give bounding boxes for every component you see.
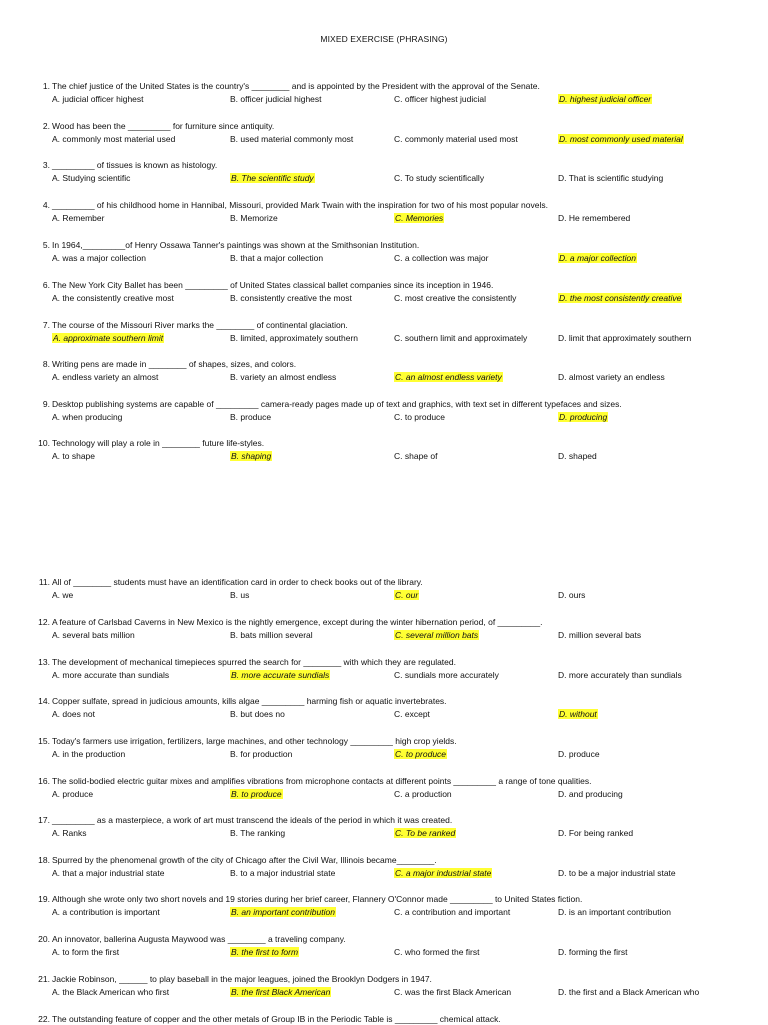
question-number: 9. (42, 399, 50, 409)
answer-option-label: A. we (52, 590, 74, 600)
answer-option (230, 867, 335, 879)
answer-option (558, 332, 691, 344)
answer-option (52, 827, 87, 839)
answer-option-label: B. The ranking (230, 828, 286, 838)
answer-option-label: A. several bats million (52, 630, 135, 640)
answer-option-label: C. To be ranked (395, 828, 456, 838)
question-stem: Writing pens are made in ________ of shapes, sizes, and colors. (52, 359, 297, 369)
answer-option-label: C. most creative the consistently (394, 293, 517, 303)
question-stem: A feature of Carlsbad Caverns in New Mexico is the nightly emergence, except during the winter hibernation period, of _________. (52, 617, 543, 627)
answer-option (558, 748, 600, 760)
answer-option-correct (558, 133, 684, 145)
page-title: MIXED EXERCISE (PHRASING) (320, 34, 448, 44)
answer-option-label: A. in the production (52, 749, 126, 759)
answer-option-label: C. sundials more accurately (394, 670, 499, 680)
answer-option-label: C. to produce (395, 749, 447, 759)
question-number: 5. (42, 240, 50, 250)
answer-option-label: B. that a major collection (230, 253, 324, 263)
answer-option-label: A. Studying scientific (52, 173, 131, 183)
question-number: 3. (42, 160, 50, 170)
answer-option (52, 172, 130, 184)
answer-option-label: D. almost variety an endless (558, 372, 665, 382)
answer-option-label: A. Ranks (52, 828, 87, 838)
answer-option (230, 93, 322, 105)
answer-option (394, 986, 511, 998)
question-number: 21. (38, 974, 50, 984)
answer-option-label: D. ours (558, 590, 586, 600)
answer-option (52, 867, 164, 879)
answer-option-label: C. was the first Black American (394, 987, 512, 997)
answer-option (52, 133, 175, 145)
answer-option-label: C. To study scientifically (394, 173, 485, 183)
question-number: 20. (38, 934, 50, 944)
answer-option (558, 986, 699, 998)
answer-option-label: C. an almost endless variety (395, 372, 502, 382)
question-stem: Technology will play a role in ________ future life-styles. (52, 438, 265, 448)
answer-option (558, 589, 585, 601)
question-stem: Wood has been the _________ for furniture since antiquity. (52, 121, 275, 131)
answer-option-label: D. limit that approximately southern (558, 333, 692, 343)
answer-option (230, 748, 292, 760)
answer-option-label: C. southern limit and approximately (394, 333, 528, 343)
answer-option-label: C. our (395, 590, 419, 600)
answer-option-label: B. officer judicial highest (230, 94, 322, 104)
answer-option-label: C. a major industrial state (395, 868, 492, 878)
answer-option (230, 292, 352, 304)
question-number: 14. (38, 696, 50, 706)
answer-option-label: D. produce (558, 749, 600, 759)
answer-option-label: D. He remembered (558, 213, 631, 223)
answer-option-correct (230, 172, 315, 184)
question-number: 4. (42, 200, 50, 210)
answer-option-label: B. bats million several (230, 630, 313, 640)
question-number: 16. (38, 776, 50, 786)
answer-option-label: C. a collection was major (394, 253, 489, 263)
question-number: 7. (42, 320, 50, 330)
answer-option (394, 906, 510, 918)
answer-option (52, 212, 104, 224)
answer-option (558, 788, 623, 800)
answer-option-label: B. produce (230, 412, 272, 422)
answer-option (230, 252, 323, 264)
answer-option-label: A. a contribution is important (52, 907, 160, 917)
answer-option-label: A. endless variety an almost (52, 372, 159, 382)
question-stem: The development of mechanical timepieces spurred the search for ________ with which they are regulated. (52, 657, 456, 667)
answer-option (558, 827, 633, 839)
answer-option (394, 788, 452, 800)
answer-option-label: B. The scientific study (231, 173, 314, 183)
answer-option (52, 669, 169, 681)
answer-option-label: A. more accurate than sundials (52, 670, 170, 680)
answer-option (558, 629, 641, 641)
question-stem: Copper sulfate, spread in judicious amounts, kills algae _________ harming fish or aquatic invertebrates. (52, 696, 447, 706)
answer-option (394, 252, 488, 264)
answer-option-correct (230, 788, 283, 800)
answer-option (230, 589, 249, 601)
answer-option-correct (394, 867, 492, 879)
answer-option-label: A. was a major collection (52, 253, 147, 263)
answer-option-correct (558, 252, 637, 264)
answer-option (52, 708, 95, 720)
answer-option (558, 450, 597, 462)
answer-option-correct (558, 93, 652, 105)
answer-option-label: B. to produce (231, 789, 282, 799)
answer-option (52, 589, 73, 601)
answer-option-label: B. more accurate sundials (231, 670, 330, 680)
question-stem: The course of the Missouri River marks the ________ of continental glaciation. (52, 320, 348, 330)
answer-option (394, 708, 430, 720)
answer-option (52, 292, 174, 304)
question-number: 13. (38, 657, 50, 667)
question-number: 10. (38, 438, 50, 448)
answer-option-correct (394, 748, 447, 760)
question-stem: Although she wrote only two short novels and 19 stories during her brief career, Flannery O'Connor made _________ to United States fiction. (52, 894, 583, 904)
answer-option-label: A. Remember (52, 213, 105, 223)
answer-option-label: C. a production (394, 789, 452, 799)
answer-option-label: C. who formed the first (394, 947, 480, 957)
answer-option-label: A. to form the first (52, 947, 120, 957)
answer-option (558, 371, 665, 383)
answer-option (558, 172, 663, 184)
answer-option-correct (230, 669, 330, 681)
question-number: 1. (42, 81, 50, 91)
answer-option (52, 93, 144, 105)
question-stem: The New York City Ballet has been _________ of United States classical ballet companies since its inception in 1946. (52, 280, 494, 290)
answer-option (52, 450, 95, 462)
answer-option (558, 669, 682, 681)
answer-option-label: B. the first Black American (231, 987, 331, 997)
question-stem: In 1964,_________of Henry Ossawa Tanner's paintings was shown at the Smithsonian Institution. (52, 240, 420, 250)
answer-option-label: B. us (230, 590, 250, 600)
answer-option-label: C. several million bats (395, 630, 479, 640)
answer-option (394, 669, 499, 681)
answer-option-label: D. more accurately than sundials (558, 670, 682, 680)
answer-option-label: A. commonly most material used (52, 134, 176, 144)
answer-option-label: D. For being ranked (558, 828, 634, 838)
answer-option-label: B. but does no (230, 709, 285, 719)
answer-option-label: D. That is scientific studying (558, 173, 664, 183)
answer-option-label: C. except (394, 709, 430, 719)
answer-option-label: D. forming the first (558, 947, 628, 957)
answer-option-label: B. an important contribution (231, 907, 335, 917)
answer-option (558, 867, 676, 879)
question-stem: The chief justice of the United States is the country's ________ and is appointed by the President with the approval of the Senate. (52, 81, 540, 91)
answer-option-correct (558, 411, 608, 423)
answer-option (52, 629, 135, 641)
answer-option-label: C. officer highest judicial (394, 94, 486, 104)
answer-option-label: B. shaping (231, 451, 272, 461)
answer-option-correct (558, 708, 598, 720)
answer-option-label: D. shaped (558, 451, 597, 461)
question-number: 22. (38, 1014, 50, 1024)
question-number: 2. (42, 121, 50, 131)
answer-option (394, 332, 527, 344)
answer-option-correct (230, 906, 336, 918)
answer-option (394, 133, 518, 145)
question-stem: Desktop publishing systems are capable of _________ camera-ready pages made up of text and graphics, with text set in different typefaces and sizes. (52, 399, 622, 409)
answer-option-correct (230, 986, 331, 998)
question-stem: Spurred by the phenomenal growth of the city of Chicago after the Civil War, Illinois became________. (52, 855, 437, 865)
answer-option-label: B. Memorize (230, 213, 278, 223)
answer-option (52, 788, 93, 800)
answer-option-label: B. for production (230, 749, 293, 759)
answer-option-label: D. million several bats (558, 630, 642, 640)
answer-option (52, 748, 125, 760)
answer-option (394, 172, 484, 184)
question-number: 19. (38, 894, 50, 904)
answer-option-correct (558, 292, 682, 304)
answer-option (52, 252, 146, 264)
question-number: 6. (42, 280, 50, 290)
answer-option (394, 450, 437, 462)
answer-option-label: D. most commonly used material (559, 134, 683, 144)
answer-option-label: A. does not (52, 709, 96, 719)
answer-option-label: D. is an important contribution (558, 907, 671, 917)
answer-option (394, 292, 516, 304)
answer-option-label: C. to produce (394, 412, 446, 422)
answer-option-correct (52, 332, 164, 344)
answer-option-label: B. the first to form (231, 947, 299, 957)
answer-option-label: D. to be a major industrial state (558, 868, 676, 878)
question-number: 12. (38, 617, 50, 627)
answer-option (558, 906, 671, 918)
answer-option (394, 93, 486, 105)
answer-option-label: D. the most consistently creative (559, 293, 682, 303)
answer-option-label: C. a contribution and important (394, 907, 511, 917)
answer-option-correct (394, 827, 456, 839)
question-stem: Jackie Robinson, ______ to play baseball in the major leagues, joined the Brooklyn Dodgers in 1947. (52, 974, 432, 984)
answer-option-correct (394, 629, 479, 641)
answer-option-label: D. a major collection (559, 253, 637, 263)
question-number: 18. (38, 855, 50, 865)
answer-option-label: A. judicial officer highest (52, 94, 144, 104)
answer-option-correct (230, 450, 272, 462)
answer-option (52, 411, 122, 423)
question-stem: All of ________ students must have an identification card in order to check books out of the library. (52, 577, 423, 587)
answer-option-correct (230, 946, 299, 958)
answer-option (230, 411, 271, 423)
answer-option (230, 212, 278, 224)
answer-option-correct (394, 589, 419, 601)
answer-option (394, 946, 480, 958)
answer-option (52, 986, 169, 998)
answer-option (52, 946, 119, 958)
answer-option-label: C. Memories (395, 213, 444, 223)
question-stem: The outstanding feature of copper and the other metals of Group IB in the Periodic Table is _________ chemical attack. (52, 1014, 501, 1024)
answer-option (558, 946, 627, 958)
answer-option (230, 629, 313, 641)
answer-option (394, 411, 445, 423)
answer-option-label: D. without (559, 709, 597, 719)
answer-option-label: D. highest judicial officer (559, 94, 652, 104)
question-stem: _________ as a masterpiece, a work of art must transcend the ideals of the period in which it was created. (52, 815, 453, 825)
answer-option (230, 827, 285, 839)
question-stem: An innovator, ballerina Augusta Maywood was ________ a traveling company. (52, 934, 346, 944)
answer-option-label: A. that a major industrial state (52, 868, 165, 878)
question-number: 15. (38, 736, 50, 746)
answer-option-label: B. variety an almost endless (230, 372, 337, 382)
answer-option-label: B. limited, approximately southern (230, 333, 359, 343)
question-stem: _________ of tissues is known as histology. (52, 160, 218, 170)
answer-option-correct (394, 371, 503, 383)
answer-option-label: B. to a major industrial state (230, 868, 336, 878)
question-stem: The solid-bodied electric guitar mixes and amplifies vibrations from microphone contacts at different points _________ a range of tone qualities. (52, 776, 592, 786)
answer-option-label: D. and producing (558, 789, 623, 799)
answer-option-label: A. approximate southern limit (53, 333, 164, 343)
answer-option (230, 371, 336, 383)
answer-option (230, 332, 358, 344)
answer-option-label: A. to shape (52, 451, 96, 461)
answer-option (52, 371, 158, 383)
answer-option-label: A. the Black American who first (52, 987, 170, 997)
answer-option-label: D. the first and a Black American who (558, 987, 700, 997)
answer-option (230, 133, 353, 145)
answer-option (230, 708, 285, 720)
answer-option (52, 906, 160, 918)
question-number: 11. (38, 577, 50, 587)
answer-option-label: B. consistently creative the most (230, 293, 352, 303)
answer-option (558, 212, 630, 224)
answer-option-label: B. used material commonly most (230, 134, 354, 144)
question-number: 17. (38, 815, 50, 825)
answer-option-correct (394, 212, 444, 224)
answer-option-label: A. produce (52, 789, 94, 799)
question-number: 8. (42, 359, 50, 369)
question-stem: Today's farmers use irrigation, fertilizers, large machines, and other technology _________ high crop yields. (52, 736, 457, 746)
answer-option-label: A. when producing (52, 412, 123, 422)
answer-option-label: C. shape of (394, 451, 438, 461)
question-stem: _________ of his childhood home in Hannibal, Missouri, provided Mark Twain with the inspiration for two of his most popular novels. (52, 200, 548, 210)
answer-option-label: C. commonly material used most (394, 134, 518, 144)
answer-option-label: D. producing (559, 412, 608, 422)
answer-option-label: A. the consistently creative most (52, 293, 174, 303)
